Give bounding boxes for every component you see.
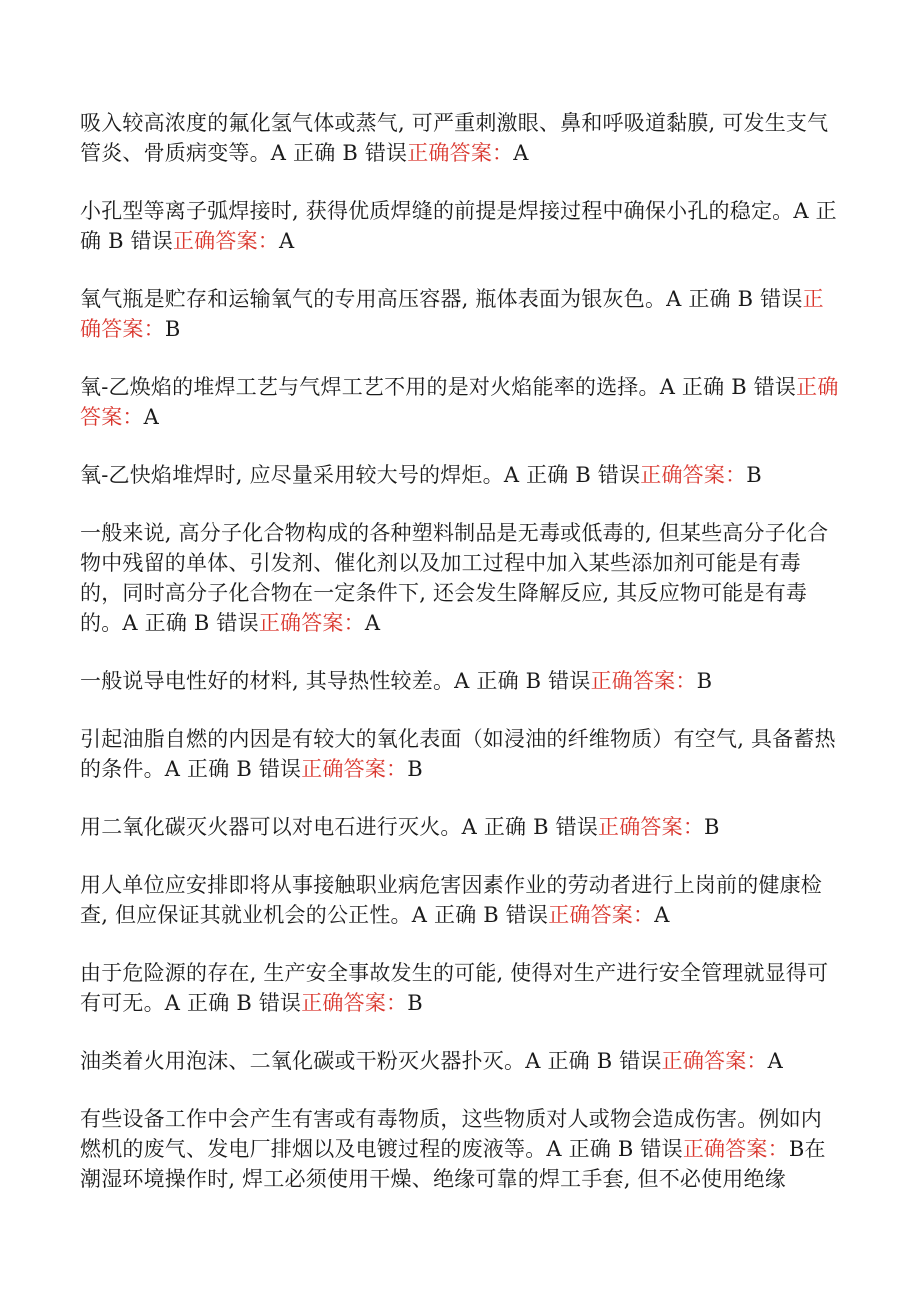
answer-label: 正确答案： — [598, 815, 705, 839]
answer-label: 正确答案： — [682, 1137, 789, 1161]
question-text-continued: 在潮湿环境操作时, 焊工必须使用干燥、绝缘可靠的焊工手套, 但不必使用绝缘 — [80, 1137, 826, 1191]
question-item — [80, 196, 840, 256]
question-text: 氧-乙快焰堆焊时, 应尽量采用较大号的焊炬。A 正确 B 错误 — [80, 463, 641, 487]
question-text: 一般来说, 高分子化合物构成的各种塑料制品是无毒或低毒的, 但某些高分子化合物中残留的单体、引发剂、催化剂以及加工过程中加入某些添加剂可能是有毒的，同时高分子化合物在一定条件下, 还会发生降解反应, 其反应物可能是有毒的。A 正确 B 错误 — [80, 521, 829, 635]
question-item — [80, 812, 840, 842]
answer-label: 正确答案： — [301, 991, 408, 1015]
question-item — [80, 870, 840, 930]
question-text: 由于危险源的存在, 生产安全事故发生的可能, 使得对生产进行安全管理就显得可有可无。A 正确 B 错误 — [80, 961, 829, 1015]
answer-value: B — [407, 757, 423, 781]
answer-label: 正确答案： — [590, 669, 697, 693]
answer-value: A — [513, 141, 529, 165]
answer-value: A — [278, 229, 295, 253]
question-text: 用二氧化碳灭火器可以对电石进行灭火。A 正确 B 错误 — [80, 815, 599, 839]
question-text: 有些设备工作中会产生有害或有毒物质，这些物质对人或物会造成伤害。例如内燃机的废气、发电厂排烟以及电镀过程的废液等。A 正确 B 错误 — [80, 1107, 822, 1161]
answer-value: B — [407, 991, 423, 1015]
answer-value: A — [654, 903, 670, 927]
question-text: 吸入较高浓度的氟化氢气体或蒸气, 可严重刺激眼、鼻和呼吸道黏膜, 可发生支气管炎、骨质病变等。A 正确 B 错误 — [80, 111, 829, 165]
answer-value: B — [788, 1137, 805, 1161]
question-text: 引起油脂自燃的内因是有较大的氧化表面（如浸油的纤维物质）有空气, 具备蓄热的条件。A 正确 B 错误 — [80, 727, 836, 781]
answer-value: B — [746, 463, 762, 487]
question-item — [80, 724, 840, 784]
question-text: 一般说导电性好的材料, 其导热性较差。A 正确 B 错误 — [80, 669, 591, 693]
answer-value: A — [767, 1049, 783, 1073]
question-item — [80, 372, 840, 432]
answer-value: A — [364, 611, 381, 635]
question-text: 用人单位应安排即将从事接触职业病危害因素作业的劳动者进行上岗前的健康检查, 但应保证其就业机会的公正性。A 正确 B 错误 — [80, 873, 822, 927]
answer-label: 正确答案： — [80, 375, 839, 429]
answer-label: 正确答案： — [258, 611, 365, 635]
question-text: 氧-乙焕焰的堆焊工艺与气焊工艺不用的是对火焰能率的选择。A 正确 B 错误 — [80, 375, 797, 399]
answer-value: B — [704, 815, 720, 839]
question-item — [80, 108, 840, 168]
question-text: 油类着火用泡沫、二氧化碳或干粉灭火器扑灭。A 正确 B 错误 — [80, 1049, 662, 1073]
question-text: 氧气瓶是贮存和运输氧气的专用高压容器, 瓶体表面为银灰色。A 正确 B 错误 — [80, 287, 803, 311]
answer-value: A — [143, 405, 159, 429]
answer-value: B — [164, 317, 181, 341]
answer-value: B — [696, 669, 713, 693]
question-text: 小孔型等离子弧焊接时, 获得优质焊缝的前提是焊接过程中确保小孔的稳定。A 正确 B 错误 — [80, 199, 837, 253]
question-item — [80, 460, 840, 490]
question-item — [80, 958, 840, 1018]
question-item — [80, 1104, 840, 1194]
question-item — [80, 284, 840, 344]
question-list — [80, 108, 840, 1222]
answer-label: 正确答案： — [661, 1049, 768, 1073]
answer-label: 正确答案： — [172, 229, 279, 253]
answer-label: 正确答案： — [548, 903, 655, 927]
question-item — [80, 666, 840, 696]
answer-label: 正确答案： — [407, 141, 514, 165]
question-item — [80, 1046, 840, 1076]
question-item — [80, 518, 840, 638]
answer-label: 正确答案： — [301, 757, 408, 781]
answer-label: 正确答案： — [80, 287, 824, 341]
answer-label: 正确答案： — [640, 463, 747, 487]
